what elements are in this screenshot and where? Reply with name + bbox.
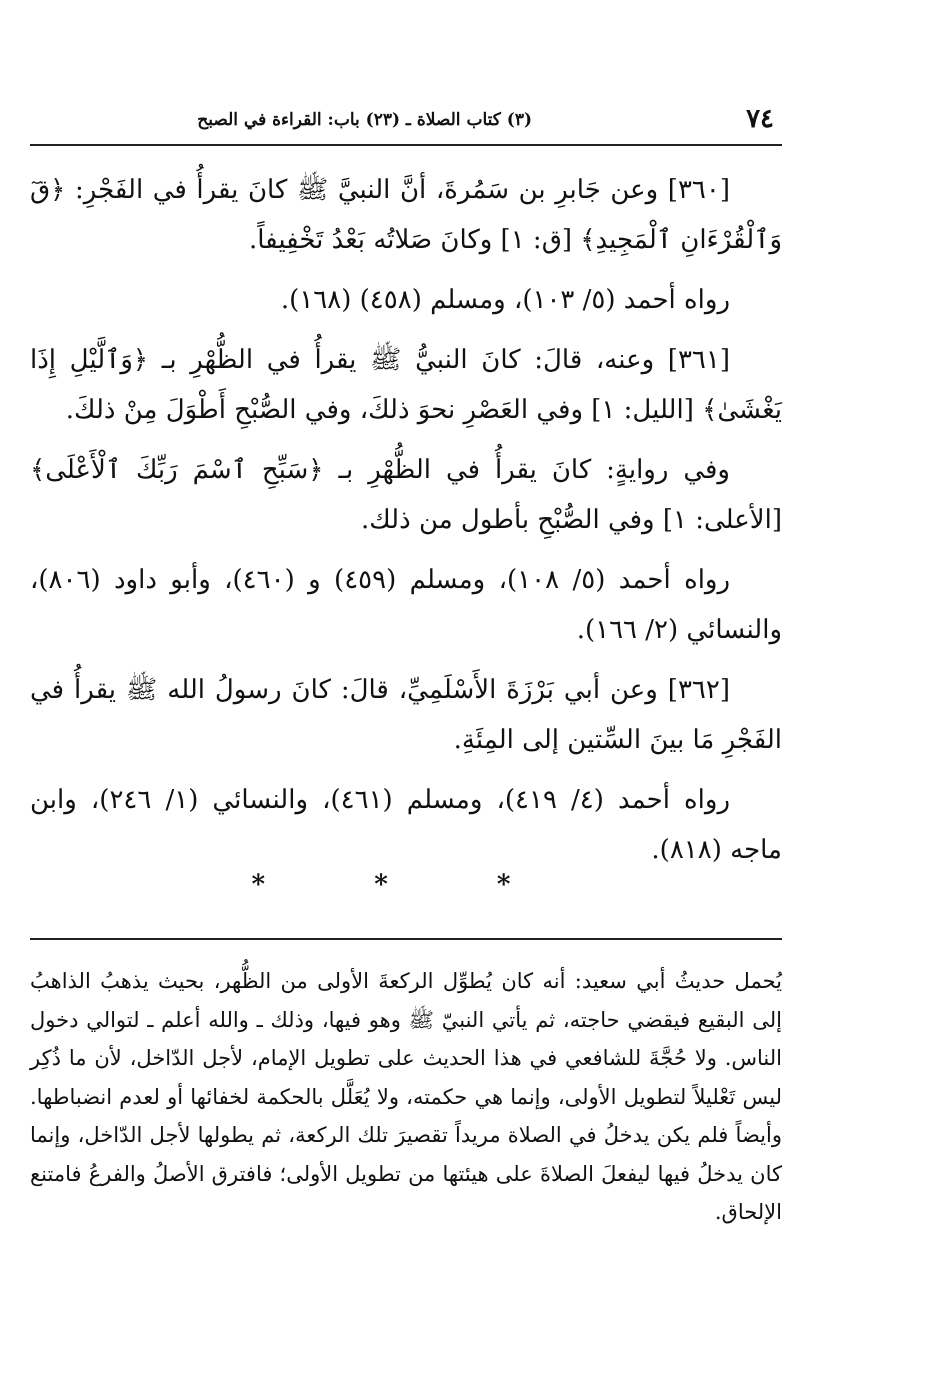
page-header bbox=[30, 104, 782, 146]
footnote: يُحمل حديثُ أبي سعيد: أنه كان يُطوِّل الركعةَ الأولى من الظُّهر، بحيث يذهبُ الذاهبُ إلى البقيع فيقضي حاجته، ثم يأتي النبيّ ﷺ وهو فيها، وذلك ـ والله أعلم ـ لتوالي دخول الناس. ولا حُجَّةَ للشافعي في هذا الحديث على تطويل الإمام، لأجل الدّاخل، لأن ما ذُكِر ليس تَعْليلاً لتطويل الأولى، وإنما هي حكمته، ولا يُعَلَّل بالحكمة لخفائها أو لعدم انضباطها. وأيضاً فلم يكن يدخلُ في الصلاة مريداً تقصيرَ تلك الركعة، ثم يطولها لأجل الدّاخل، وإنما كان يدخلُ فيها ليفعلَ الصلاةَ على هيئتها من تطويل الأولى؛ فافترق الأصلُ والفرعُ فامتنع الإلحاق. bbox=[30, 969, 782, 1224]
section-separator: * * * bbox=[251, 870, 561, 900]
footnote-divider bbox=[30, 938, 782, 940]
running-title: (٣) كتاب الصلاة ـ (٢٣) باب: القراءة في الصبح bbox=[197, 110, 532, 130]
source-362: رواه أحمد (٤/ ٤١٩)، ومسلم (٤٦١)، والنسائي (١/ ٢٤٦)، وابن ماجه (٨١٨). bbox=[30, 785, 782, 865]
hadith-361: [٣٦١] وعنه، قالَ: كانَ النبيُّ ﷺ يقرأُ في الظُّهْرِ بـ ﴿وَٱلَّيْلِ إِذَا يَغْشَىٰ﴾ [الليل: ١] وفي العَصْرِ نحوَ ذلكَ، وفي الصُّبْحِ أَطْوَلَ مِنْ ذلكَ. bbox=[30, 345, 782, 425]
hadith-362: [٣٦٢] وعن أبي بَرْزَةَ الأَسْلَمِيِّ، قالَ: كانَ رسولُ الله ﷺ يقرأُ في الفَجْرِ مَا بينَ السِّتين إلى المِئَةِ. bbox=[30, 675, 782, 755]
hadith-360: [٣٦٠] وعن جَابرِ بن سَمُرةَ، أنَّ النبيَّ ﷺ كانَ يقرأُ في الفَجْرِ: ﴿قٓ وَٱلْقُرْءَانِ ٱلْمَجِيدِ﴾ [ق: ١] وكانَ صَلاتُه بَعْدُ تَخْفِيفاً. bbox=[30, 175, 782, 255]
main-text bbox=[30, 165, 782, 885]
hadith-361-variant: وفي روايةٍ: كانَ يقرأُ في الظُّهْرِ بـ ﴿سَبِّحِ ٱسْمَ رَبِّكَ ٱلْأَعْلَى﴾ [الأعلى: ١] وفي الصُّبْحِ بأطول من ذلك. bbox=[30, 455, 782, 535]
source-360: رواه أحمد (٥/ ١٠٣)، ومسلم (٤٥٨) (١٦٨). bbox=[280, 285, 730, 315]
page-number: ٧٤ bbox=[746, 104, 774, 134]
source-361: رواه أحمد (٥/ ١٠٨)، ومسلم (٤٥٩) و (٤٦٠)، وأبو داود (٨٠٦)، والنسائي (٢/ ١٦٦). bbox=[30, 565, 782, 645]
